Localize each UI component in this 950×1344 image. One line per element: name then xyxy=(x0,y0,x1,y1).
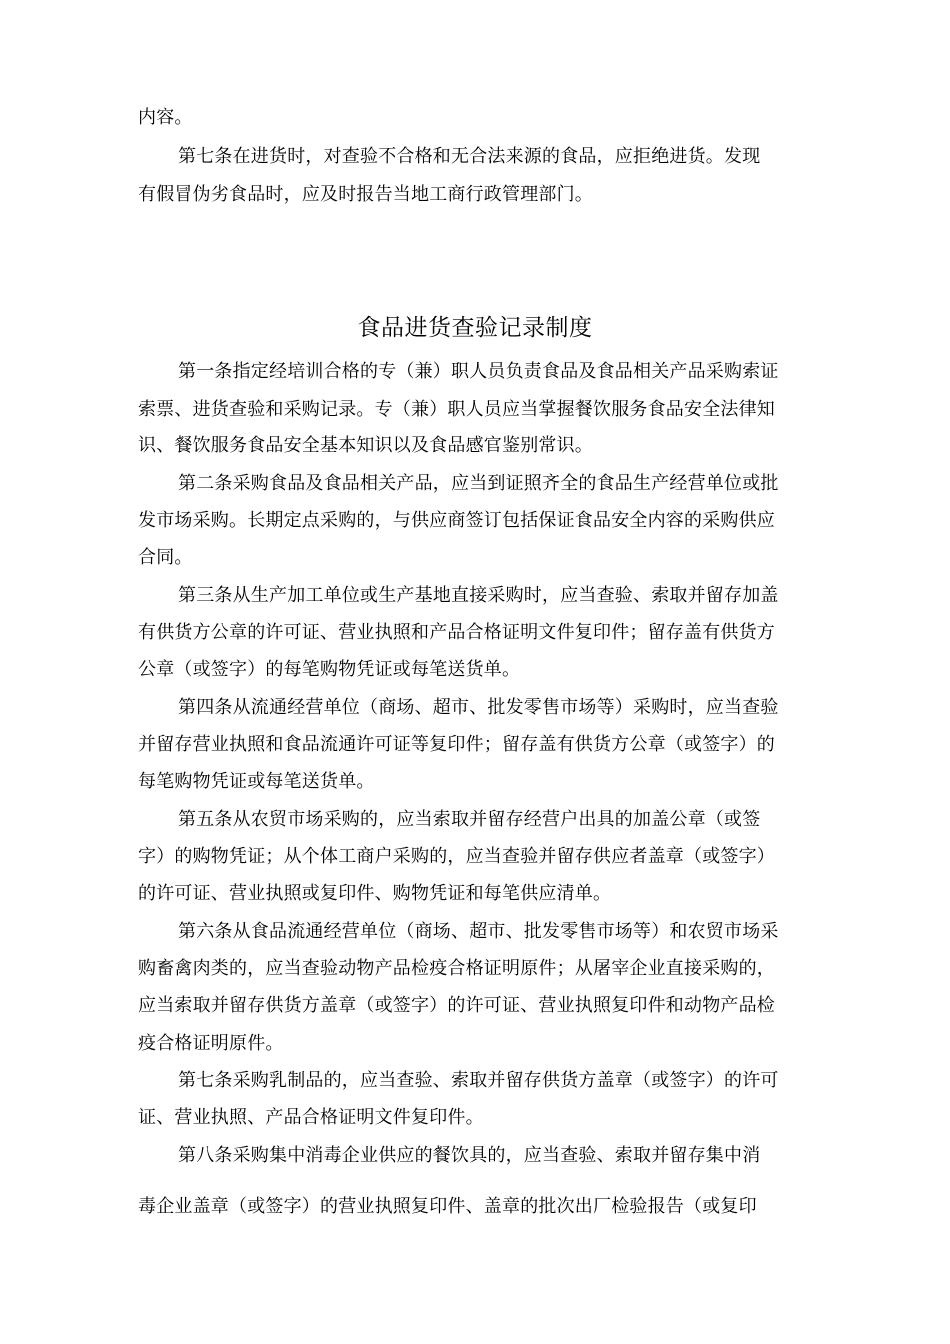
paragraph-line: 第八条采购集中消毒企业供应的餐饮具的，应当查验、索取并留存集中消 xyxy=(178,1145,761,1166)
paragraph-line: 第二条采购食品及食品相关产品，应当到证照齐全的食品生产经营单位或批 xyxy=(178,473,779,494)
paragraph-line: 的许可证、营业执照或复印件、购物凭证和每笔供应清单。 xyxy=(138,883,612,904)
paragraph-line: 应当索取并留存供货方盖章（或签字）的许可证、营业执照复印件和动物产品检 xyxy=(138,995,775,1016)
paragraph-line: 第四条从流通经营单位（商场、超市、批发零售市场等）采购时，应当查验 xyxy=(178,697,779,718)
paragraph-line: 第三条从生产加工单位或生产基地直接采购时，应当查验、索取并留存加盖 xyxy=(178,585,779,606)
paragraph-line: 并留存营业执照和食品流通许可证等复印件；留存盖有供货方公章（或签字）的 xyxy=(138,734,775,755)
section-title: 食品进货查验记录制度 xyxy=(357,315,593,341)
paragraph-line: 内容。 xyxy=(138,107,193,128)
paragraph-line: 每笔购物凭证或每笔送货单。 xyxy=(138,771,375,792)
paragraph-line: 字）的购物凭证；从个体工商户采购的，应当查验并留存供应者盖章（或签字） xyxy=(138,846,775,867)
paragraph-line: 公章（或签字）的每笔购物凭证或每笔送货单。 xyxy=(138,659,521,680)
paragraph-line: 索票、进货查验和采购记录。专（兼）职人员应当掌握餐饮服务食品安全法律知 xyxy=(138,399,775,420)
paragraph-line: 第七条采购乳制品的，应当查验、索取并留存供货方盖章（或签字）的许可 xyxy=(178,1070,779,1091)
paragraph-line: 第五条从农贸市场采购的，应当索取并留存经营户出具的加盖公章（或签 xyxy=(178,809,761,830)
paragraph-line: 第六条从食品流通经营单位（商场、超市、批发零售市场等）和农贸市场采 xyxy=(178,921,779,942)
paragraph-line: 合同。 xyxy=(138,547,193,568)
paragraph-line: 识、餐饮服务食品安全基本知识以及食品感官鉴别常识。 xyxy=(138,435,593,456)
paragraph-line: 第七条在进货时，对查验不合格和无合法来源的食品，应拒绝进货。发现 xyxy=(178,146,761,167)
paragraph-line: 第一条指定经培训合格的专（兼）职人员负责食品及食品相关产品采购索证 xyxy=(178,361,779,382)
paragraph-line: 疫合格证明原件。 xyxy=(138,1033,284,1054)
paragraph-line: 证、营业执照、产品合格证明文件复印件。 xyxy=(138,1107,484,1128)
paragraph-line: 毒企业盖章（或签字）的营业执照复印件、盖章的批次出厂检验报告（或复印 xyxy=(138,1196,757,1217)
paragraph-line: 发市场采购。长期定点采购的，与供应商签订包括保证食品安全内容的采购供应 xyxy=(138,510,775,531)
paragraph-line: 有假冒伪劣食品时，应及时报告当地工商行政管理部门。 xyxy=(138,184,593,205)
paragraph-line: 购畜禽肉类的，应当查验动物产品检疫合格证明原件；从屠宰企业直接采购的， xyxy=(138,958,775,979)
paragraph-line: 有供货方公章的许可证、营业执照和产品合格证明文件复印件；留存盖有供货方 xyxy=(138,622,775,643)
